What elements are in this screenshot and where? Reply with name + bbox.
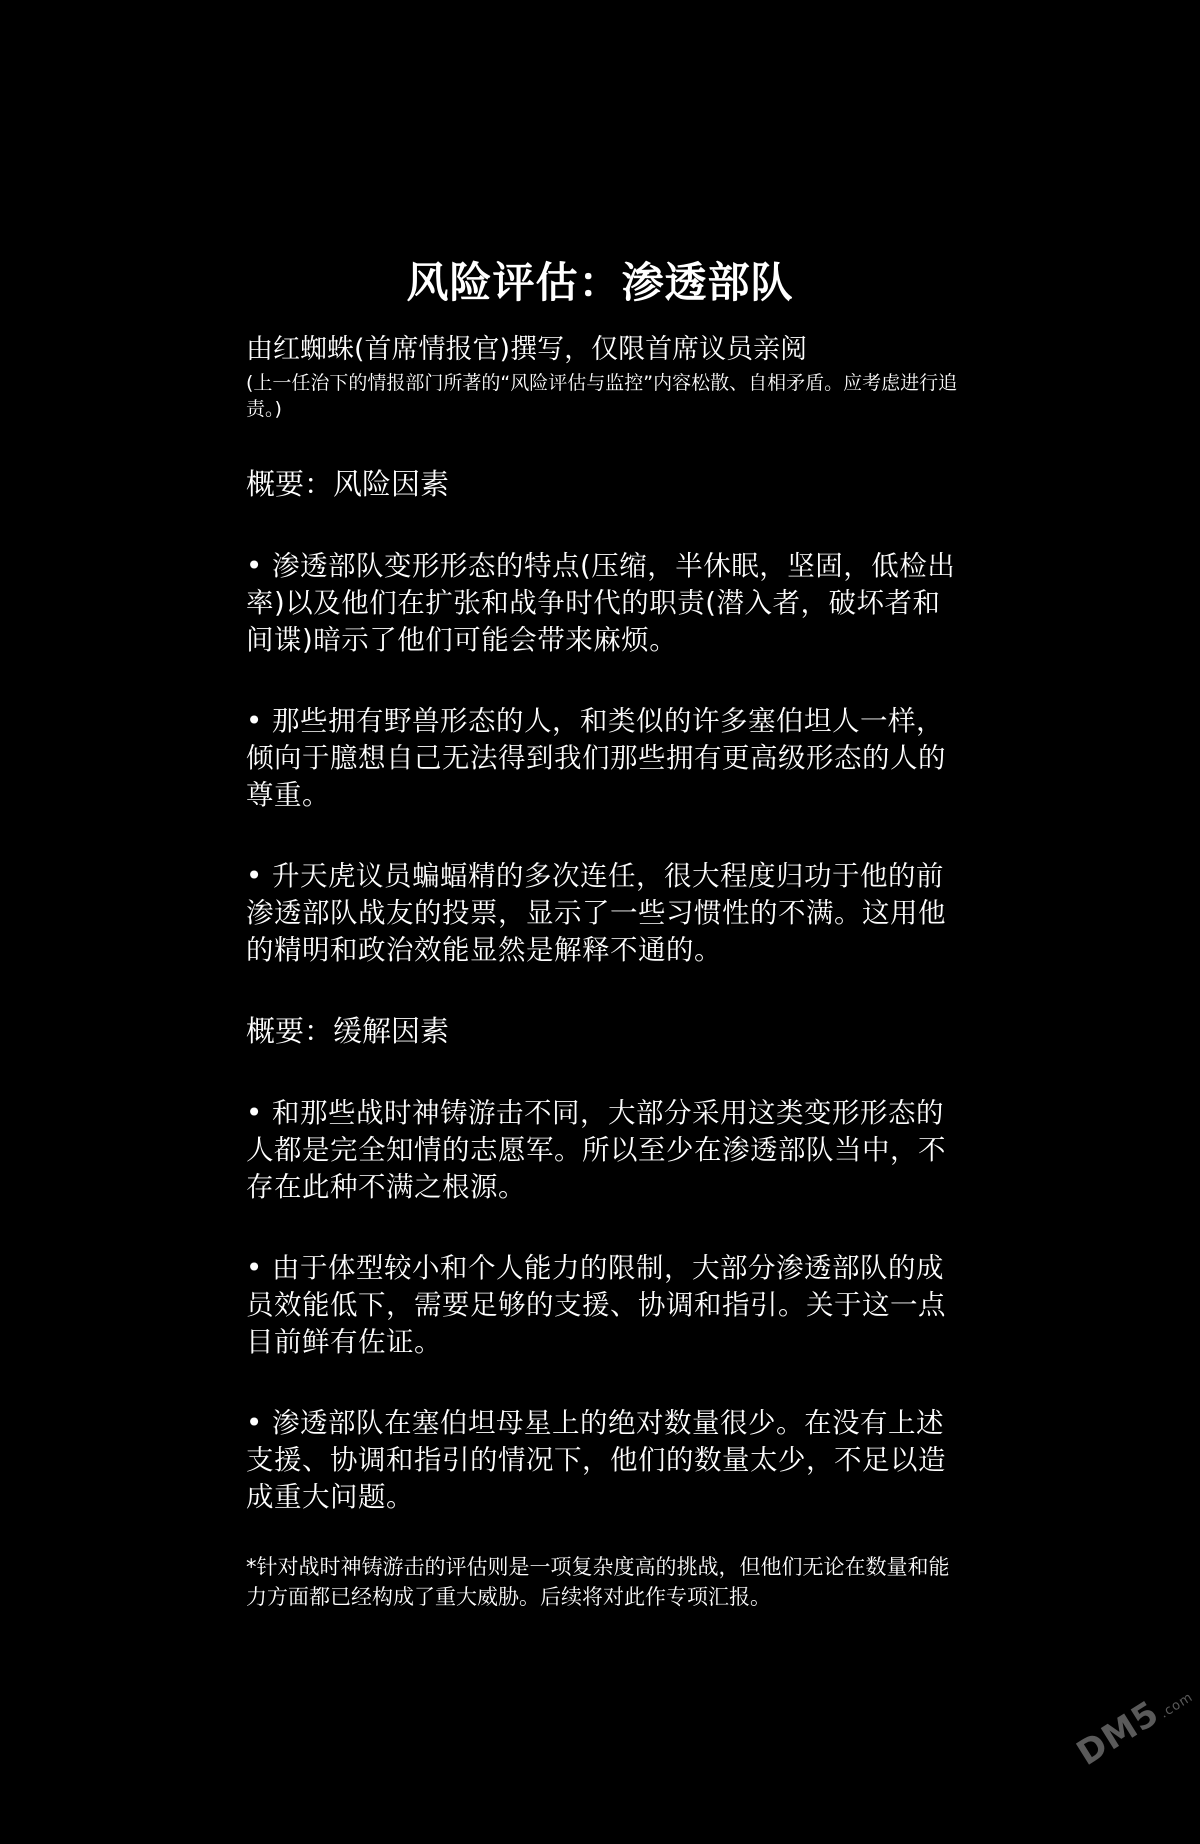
risk-bullet-1: • 渗透部队变形形态的特点(压缩，半休眠，坚固，低检出率)以及他们在扩张和战争时代的职责(潜入者，破坏者和间谍)暗示了他们可能会带来麻烦。: [246, 550, 956, 656]
footnote: *针对战时神铸游击的评估则是一项复杂度高的挑战，但他们无论在数量和能力方面都已经构成了重大威胁。后续将对此作专项汇报。: [246, 1555, 950, 1609]
mitigating-bullet-1: • 和那些战时神铸游击不同，大部分采用这类变形形态的人都是完全知情的志愿军。所以至少在渗透部队当中，不存在此种不满之根源。: [246, 1097, 946, 1203]
byline-note: (上一任治下的情报部门所著的“风险评估与监控”内容松散、自相矛盾。应考虑进行追责。): [246, 372, 958, 420]
watermark-suffix: .com: [1157, 1689, 1196, 1722]
risk-bullet-3: • 升天虎议员蝙蝠精的多次连任，很大程度归功于他的前渗透部队战友的投票，显示了一些习惯性的不满。这用他的精明和政治效能显然是解释不通的。: [246, 860, 946, 966]
section-heading-risk: 概要：风险因素: [246, 467, 450, 501]
mitigating-bullet-3: • 渗透部队在塞伯坦母星上的绝对数量很少。在没有上述支援、协调和指引的情况下，他们的数量太少，不足以造成重大问题。: [246, 1407, 946, 1513]
byline: 由红蜘蛛(首席情报官)撰写，仅限首席议员亲阅: [246, 334, 808, 365]
mitigating-bullet-2: • 由于体型较小和个人能力的限制，大部分渗透部队的成员效能低下，需要足够的支援、协调和指引。关于这一点目前鲜有佐证。: [246, 1252, 946, 1358]
page-title: 风险评估：渗透部队: [406, 258, 794, 307]
watermark-logo-text: DM5: [1070, 1692, 1167, 1774]
document-body: [246, 332, 966, 1612]
section-heading-mitigating: 概要：缓解因素: [246, 1014, 450, 1048]
site-watermark: [1070, 1666, 1200, 1791]
section-mitigating-factors: [246, 1011, 966, 1516]
section-risk-factors: [246, 464, 966, 969]
risk-bullet-2: • 那些拥有野兽形态的人，和类似的许多塞伯坦人一样，倾向于臆想自己无法得到我们那些拥有更高级形态的人的尊重。: [246, 705, 946, 811]
